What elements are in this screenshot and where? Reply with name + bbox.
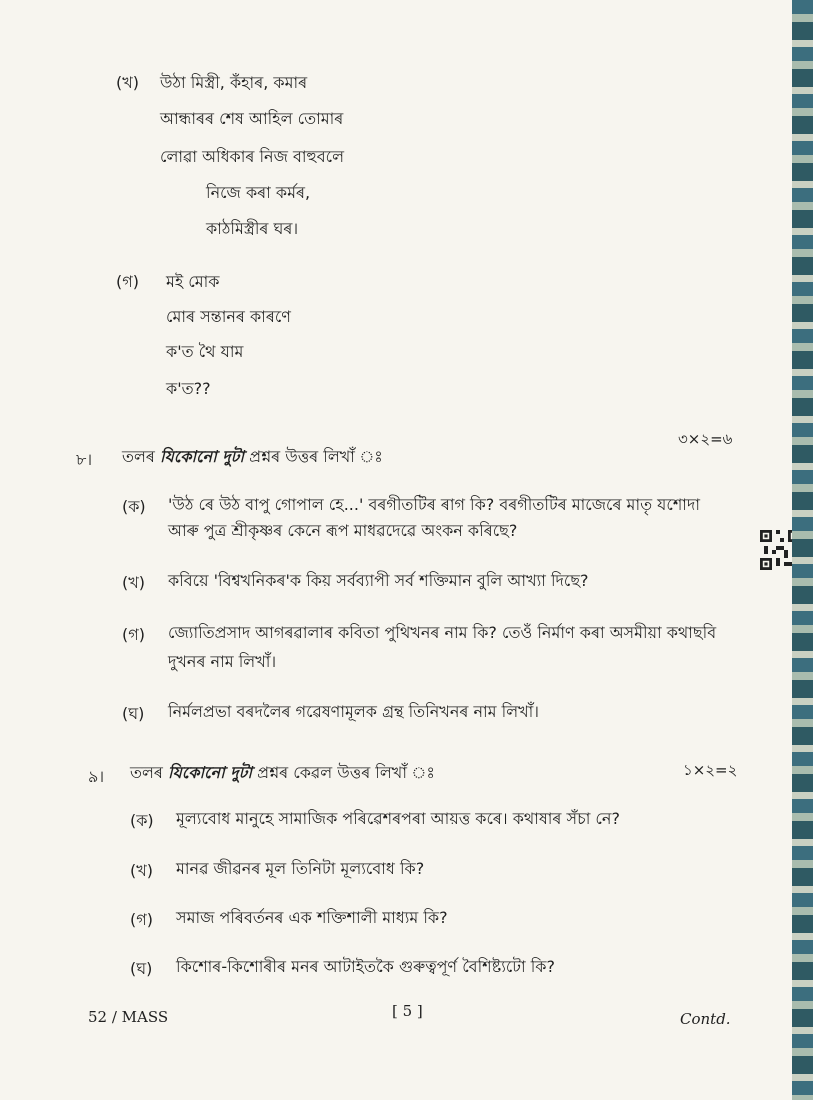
q9-emphasis: যিকোনো দুটা xyxy=(168,763,253,782)
poem-kha-line: উঠা মিস্ত্ৰী, কঁহাৰ, কমাৰ xyxy=(160,73,308,92)
q8-item-label: (গ) xyxy=(122,625,145,644)
continued-label: Contd. xyxy=(680,1010,731,1028)
q9-item-label: (ঘ) xyxy=(130,959,153,978)
poem-kha-line: কাঠমিস্ত্ৰীৰ ঘৰ। xyxy=(206,219,299,238)
q9-item-text: মানৱ জীৱনৰ মূল তিনিটা মূল্যবোধ কি? xyxy=(176,859,425,878)
q9-item-text: কিশোৰ-কিশোৰীৰ মনৰ আটাইতকৈ গুৰুত্বপূৰ্ণ বৈশিষ্ট্যটো কি? xyxy=(176,957,555,976)
poem-ga-label: (গ) xyxy=(116,272,139,291)
q9-lead: তলৰ xyxy=(130,763,163,782)
q9-item-text: মূল্যবোধ মানুহে সামাজিক পৰিৱেশৰপৰা আয়ত্ত কৰে। কথাষাৰ সঁচা নে? xyxy=(176,809,620,828)
q9-marks: ১×২=২ xyxy=(683,761,738,779)
q8-rest: প্ৰশ্নৰ উত্তৰ লিখাঁ ঃ xyxy=(249,447,383,466)
q8-number: ৮। xyxy=(76,450,93,469)
q8-instruction xyxy=(122,446,383,468)
q8-item-text: কবিয়ে 'বিশ্বখনিকৰ'ক কিয় সৰ্বব্যাপী সৰ্ব শক্তিমান বুলি আখ্যা দিছে? xyxy=(168,571,589,590)
poem-ga-line: মই মোক xyxy=(166,272,220,291)
poem-ga-line: ক'ত থৈ যাম xyxy=(166,342,244,361)
page-number: [ 5 ] xyxy=(392,1002,423,1020)
poem-ga-line: মোৰ সন্তানৰ কাৰণে xyxy=(166,307,291,326)
q8-item-text: দুখনৰ নাম লিখাঁ। xyxy=(168,652,277,671)
q8-emphasis: যিকোনো দুটা xyxy=(160,447,245,466)
q8-item-label: (ঘ) xyxy=(122,704,145,723)
q8-item-label: (খ) xyxy=(122,573,145,592)
q8-marks: ৩×২=৬ xyxy=(678,430,733,448)
q9-rest: প্ৰশ্নৰ কেৱল উত্তৰ লিখাঁ ঃ xyxy=(257,763,435,782)
q9-item-label: (ক) xyxy=(130,811,154,830)
poem-kha-label: (খ) xyxy=(116,73,139,92)
q9-item-label: (গ) xyxy=(130,910,153,929)
q8-item-text: আৰু পুত্ৰ শ্ৰীকৃষ্ণৰ কেনে ৰূপ মাধৱদেৱে অংকন কৰিছে? xyxy=(168,521,518,540)
poem-kha-line: নিজে কৰা কৰ্মৰ, xyxy=(206,183,311,202)
q8-lead: তলৰ xyxy=(122,447,155,466)
q8-item-text: জ্যোতিপ্ৰসাদ আগৰৱালাৰ কবিতা পুথিখনৰ নাম কি? তেওঁ নিৰ্মাণ কৰা অসমীয়া কথাছবি xyxy=(168,623,717,642)
q8-item-label: (ক) xyxy=(122,497,146,516)
q8-item-text: নিৰ্মলপ্ৰভা বৰদলৈৰ গৱেষণামূলক গ্ৰন্থ তিনিখনৰ নাম লিখাঁ। xyxy=(168,702,539,721)
paper-code: 52 / MASS xyxy=(88,1008,169,1026)
q9-number: ৯। xyxy=(88,767,105,786)
background-fabric xyxy=(792,0,813,1100)
poem-kha-line: লোৱা অধিকাৰ নিজ বাহুবলে xyxy=(160,147,345,166)
poem-ga-line: ক'ত?? xyxy=(166,379,211,398)
q8-item-text: 'উঠ ৰে উঠ বাপু গোপাল হে...' বৰগীতটিৰ ৰাগ কি? বৰগীতটিৰ মাজেৰে মাতৃ যশোদা xyxy=(168,495,700,514)
poem-kha-line: আন্ধাৰৰ শেষ আহিল তোমাৰ xyxy=(160,109,344,128)
q9-item-label: (খ) xyxy=(130,861,153,880)
q9-instruction xyxy=(130,762,435,784)
q9-item-text: সমাজ পৰিবৰ্তনৰ এক শক্তিশালী মাধ্যম কি? xyxy=(176,908,448,927)
